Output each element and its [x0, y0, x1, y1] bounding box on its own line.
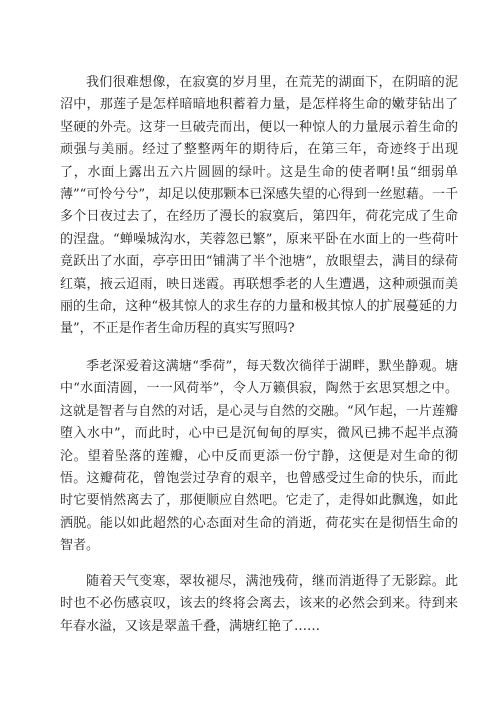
- paragraph-2: 季老深爱着这满塘“季荷”，每天数次徜徉于湖畔，默坐静观。塘中“水面清圆，一一风荷举”，令人万籁俱寂，陶然于玄思冥想之中。这就是智者与自然的对话，是心灵与自然的交融。“风乍起，一片莲瓣堕入水中”，而此时，心中已是沉甸甸的厚实，微风已拂不起半点漪沦。望着坠落的莲瓣，心中反而更添一份宁静，这便是对生命的彻悟。这瓣荷花，曾饱尝过孕育的艰辛，也曾感受过生命的快乐，而此时它要悄然离去了，那便顺应自然吧。它走了，走得如此飘逸，如此洒脱。能以如此超然的心态面对生命的消逝，荷花实在是彻悟生命的智者。: [60, 359, 458, 554]
- paragraph-1: 我们很难想像，在寂寞的岁月里，在荒芜的湖面下，在阴暗的泥沼中，那莲子是怎样暗暗地积蓄着力量，是怎样将生命的嫩芽钻出了坚硬的外壳。这芽一旦破壳而出，便以一种惊人的力量展示着生命的顽强与美丽。经过了整整两年的期待后，在第三年，奇迹终于出现了，水面上露出五六片圆圆的绿叶。这是生命的使者啊!虽“细弱单薄”“可怜兮兮”，却足以使那颗本已深感失望的心得到一丝慰藉。一千多个日夜过去了，在经历了漫长的寂寞后，第四年，荷花完成了生命的涅盘。“蝉噪城沟水，芙蓉忽已繁”，原来平卧在水面上的一些荷叶竟跃出了水面，亭亭田田“铺满了半个池塘”，放眼望去，满目的绿荷红蕖，掖云迢雨，映日迷霞。再联想季老的人生遭遇，这种顽强而美丽的生命，这种“极其惊人的求生存的力量和极其惊人的扩展蔓延的力量”，不正是作者生命历程的真实写照吗?: [60, 75, 458, 337]
- paragraph-3: 随着天气变寒，翠妆褪尽，满池残荷，继而消逝得了无影踪。此时也不必伤感哀叹，该去的终将会离去，该来的必然会到来。待到来年春水溢，又该是翠盖千叠，满塘红艳了……: [60, 574, 458, 634]
